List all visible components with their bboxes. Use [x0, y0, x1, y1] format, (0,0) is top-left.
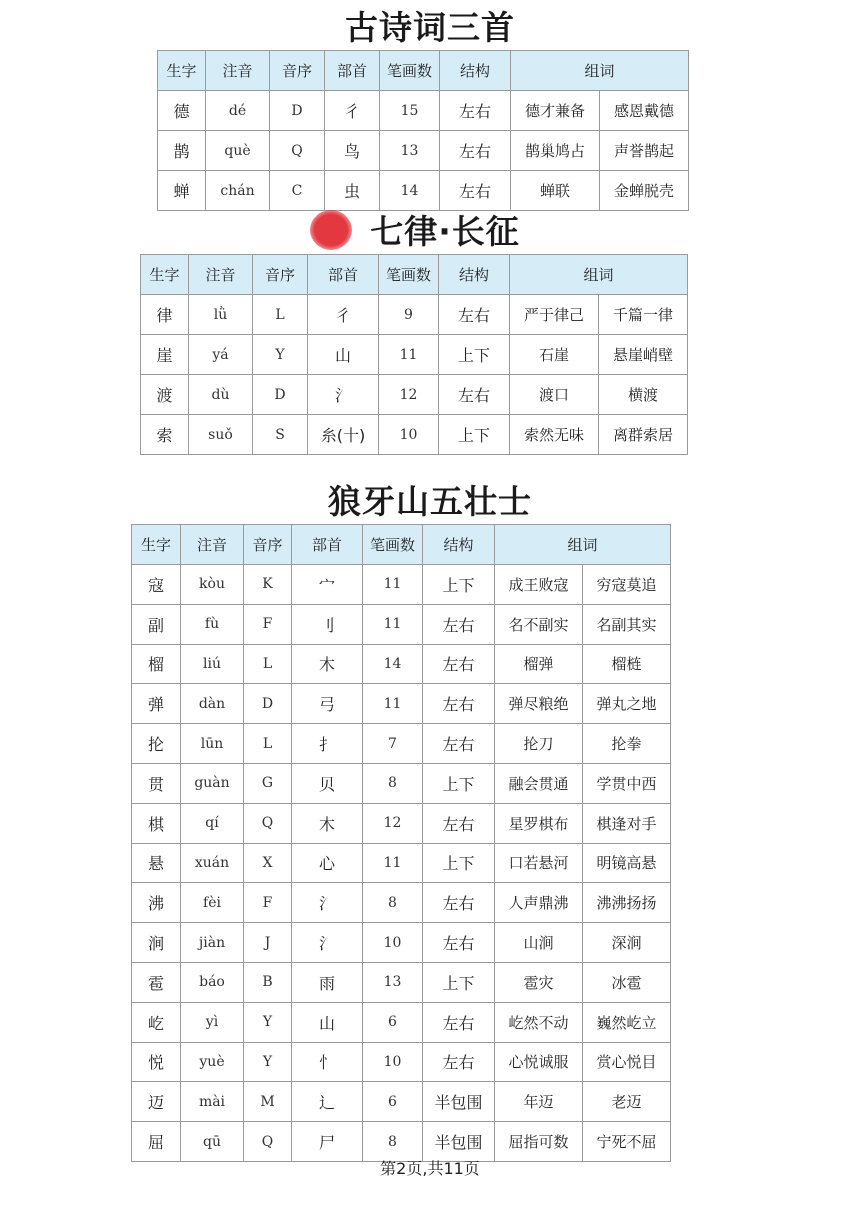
cell-character: 贯 — [132, 763, 181, 803]
cell-word-1: 年迈 — [495, 1082, 583, 1122]
cell-pinyin: jiàn — [181, 923, 244, 963]
cell-pinyin: dàn — [181, 684, 244, 724]
cell-stroke-count: 14 — [380, 171, 440, 211]
table-row — [158, 131, 689, 171]
cell-sound-order: F — [244, 604, 292, 644]
section-title-3: 狼牙山五壮士 — [328, 482, 532, 521]
cell-word-2: 巍然屹立 — [583, 1002, 671, 1042]
cell-word-1: 蝉联 — [511, 171, 600, 211]
cell-radical: 氵 — [292, 883, 363, 923]
cell-word-1: 渡口 — [510, 375, 599, 415]
cell-word-2: 深涧 — [583, 923, 671, 963]
cell-pinyin: yuè — [181, 1042, 244, 1082]
table-row — [132, 1002, 671, 1042]
cell-word-2: 名副其实 — [583, 604, 671, 644]
header-character: 生字 — [141, 255, 189, 295]
cell-radical: 弓 — [292, 684, 363, 724]
cell-stroke-count: 10 — [363, 1042, 423, 1082]
cell-character: 悬 — [132, 843, 181, 883]
header-word-groups: 组词 — [511, 51, 689, 91]
cell-radical: 忄 — [292, 1042, 363, 1082]
cell-stroke-count: 13 — [363, 962, 423, 1002]
cell-sound-order: D — [253, 375, 308, 415]
cell-pinyin: què — [206, 131, 270, 171]
cell-radical: 心 — [292, 843, 363, 883]
cell-sound-order: L — [244, 644, 292, 684]
table-row — [141, 415, 688, 455]
cell-pinyin: yì — [181, 1002, 244, 1042]
cell-word-2: 学贯中西 — [583, 763, 671, 803]
cell-structure: 上下 — [423, 763, 495, 803]
cell-character: 弹 — [132, 684, 181, 724]
table-row — [132, 883, 671, 923]
cell-stroke-count: 9 — [379, 295, 439, 335]
header-pinyin: 注音 — [189, 255, 253, 295]
cell-structure: 左右 — [440, 131, 511, 171]
section-title-1: 古诗词三首 — [345, 8, 515, 47]
header-character: 生字 — [158, 51, 206, 91]
cell-character: 索 — [141, 415, 189, 455]
cell-character: 雹 — [132, 962, 181, 1002]
header-word-groups: 组词 — [510, 255, 688, 295]
cell-word-1: 屈指可数 — [495, 1122, 583, 1162]
cell-radical: 虫 — [325, 171, 380, 211]
cell-word-1: 雹灾 — [495, 962, 583, 1002]
cell-word-2: 赏心悦目 — [583, 1042, 671, 1082]
cell-character: 榴 — [132, 644, 181, 684]
header-stroke-count: 笔画数 — [379, 255, 439, 295]
cell-character: 寇 — [132, 565, 181, 605]
section-title-2: 七律·长征 — [370, 212, 520, 251]
cell-structure: 左右 — [440, 171, 511, 211]
cell-word-2: 感恩戴德 — [600, 91, 689, 131]
cell-structure: 左右 — [423, 883, 495, 923]
cell-pinyin: xuán — [181, 843, 244, 883]
cell-stroke-count: 6 — [363, 1002, 423, 1042]
cell-word-1: 弹尽粮绝 — [495, 684, 583, 724]
cell-sound-order: Y — [253, 335, 308, 375]
cell-stroke-count: 11 — [363, 565, 423, 605]
cell-stroke-count: 7 — [363, 724, 423, 764]
cell-sound-order: D — [244, 684, 292, 724]
cell-word-1: 严于律己 — [510, 295, 599, 335]
header-sound-order: 音序 — [270, 51, 325, 91]
cell-word-2: 榴梿 — [583, 644, 671, 684]
cell-word-1: 山涧 — [495, 923, 583, 963]
cell-pinyin: kòu — [181, 565, 244, 605]
cell-structure: 左右 — [423, 923, 495, 963]
cell-character: 副 — [132, 604, 181, 644]
cell-pinyin: lūn — [181, 724, 244, 764]
table-row — [141, 335, 688, 375]
cell-sound-order: M — [244, 1082, 292, 1122]
cell-radical: 糸(十) — [308, 415, 379, 455]
cell-stroke-count: 8 — [363, 883, 423, 923]
header-radical: 部首 — [308, 255, 379, 295]
cell-character: 鹊 — [158, 131, 206, 171]
cell-stroke-count: 6 — [363, 1082, 423, 1122]
cell-word-1: 屹然不动 — [495, 1002, 583, 1042]
cell-structure: 上下 — [423, 962, 495, 1002]
cell-structure: 半包围 — [423, 1122, 495, 1162]
cell-sound-order: L — [244, 724, 292, 764]
cell-structure: 上下 — [423, 565, 495, 605]
cell-pinyin: suǒ — [189, 415, 253, 455]
table-row — [158, 91, 689, 131]
table-row — [132, 803, 671, 843]
cell-radical: 雨 — [292, 962, 363, 1002]
cell-radical: 鸟 — [325, 131, 380, 171]
cell-stroke-count: 11 — [379, 335, 439, 375]
cell-sound-order: S — [253, 415, 308, 455]
cell-word-2: 横渡 — [599, 375, 688, 415]
cell-radical: 氵 — [308, 375, 379, 415]
cell-stroke-count: 10 — [363, 923, 423, 963]
cell-word-2: 声誉鹊起 — [600, 131, 689, 171]
cell-sound-order: F — [244, 883, 292, 923]
cell-word-2: 老迈 — [583, 1082, 671, 1122]
cell-stroke-count: 13 — [380, 131, 440, 171]
cell-character: 律 — [141, 295, 189, 335]
cell-stroke-count: 10 — [379, 415, 439, 455]
cell-word-1: 鹊巢鸠占 — [511, 131, 600, 171]
cell-radical: 扌 — [292, 724, 363, 764]
cell-sound-order: Q — [244, 1122, 292, 1162]
table-row — [141, 295, 688, 335]
cell-character: 悦 — [132, 1042, 181, 1082]
cell-pinyin: liú — [181, 644, 244, 684]
header-pinyin: 注音 — [181, 525, 244, 565]
cell-sound-order: B — [244, 962, 292, 1002]
cell-word-2: 弹丸之地 — [583, 684, 671, 724]
cell-pinyin: qí — [181, 803, 244, 843]
cell-pinyin: fù — [181, 604, 244, 644]
cell-word-1: 成王败寇 — [495, 565, 583, 605]
character-table-1 — [157, 50, 689, 211]
cell-radical: 贝 — [292, 763, 363, 803]
header-character: 生字 — [132, 525, 181, 565]
cell-radical: 氵 — [292, 923, 363, 963]
cell-radical: 宀 — [292, 565, 363, 605]
header-pinyin: 注音 — [206, 51, 270, 91]
cell-stroke-count: 11 — [363, 684, 423, 724]
table-header-row — [132, 525, 671, 565]
cell-pinyin: dù — [189, 375, 253, 415]
table-row — [132, 1082, 671, 1122]
header-structure: 结构 — [440, 51, 511, 91]
cell-radical: 彳 — [325, 91, 380, 131]
cell-word-2: 悬崖峭壁 — [599, 335, 688, 375]
table-row — [132, 644, 671, 684]
cell-radical: 刂 — [292, 604, 363, 644]
cell-stroke-count: 11 — [363, 843, 423, 883]
table-header-row — [141, 255, 688, 295]
cell-radical: 彳 — [308, 295, 379, 335]
cell-pinyin: chán — [206, 171, 270, 211]
cell-stroke-count: 12 — [379, 375, 439, 415]
cell-structure: 左右 — [423, 604, 495, 644]
cell-stroke-count: 8 — [363, 1122, 423, 1162]
cell-character: 崖 — [141, 335, 189, 375]
cell-sound-order: X — [244, 843, 292, 883]
cell-pinyin: guàn — [181, 763, 244, 803]
cell-structure: 左右 — [423, 1042, 495, 1082]
cell-radical: 山 — [292, 1002, 363, 1042]
cell-word-1: 名不副实 — [495, 604, 583, 644]
cell-word-2: 宁死不屈 — [583, 1122, 671, 1162]
cell-word-2: 穷寇莫追 — [583, 565, 671, 605]
cell-sound-order: C — [270, 171, 325, 211]
cell-character: 抡 — [132, 724, 181, 764]
cell-radical: 辶 — [292, 1082, 363, 1122]
cell-radical: 尸 — [292, 1122, 363, 1162]
table-row — [132, 724, 671, 764]
table-row — [132, 565, 671, 605]
cell-structure: 左右 — [439, 295, 510, 335]
cell-character: 德 — [158, 91, 206, 131]
header-word-groups: 组词 — [495, 525, 671, 565]
cell-word-1: 索然无味 — [510, 415, 599, 455]
cell-structure: 上下 — [439, 335, 510, 375]
cell-word-1: 人声鼎沸 — [495, 883, 583, 923]
table-row — [132, 684, 671, 724]
cell-pinyin: fèi — [181, 883, 244, 923]
table-row — [132, 962, 671, 1002]
table-row — [141, 375, 688, 415]
cell-word-2: 千篇一律 — [599, 295, 688, 335]
cell-structure: 左右 — [439, 375, 510, 415]
cell-word-2: 冰雹 — [583, 962, 671, 1002]
cell-structure: 左右 — [423, 684, 495, 724]
cell-pinyin: mài — [181, 1082, 244, 1122]
cell-stroke-count: 8 — [363, 763, 423, 803]
page-footer: 第2页,共11页 — [380, 1159, 480, 1178]
cell-word-1: 德才兼备 — [511, 91, 600, 131]
header-sound-order: 音序 — [244, 525, 292, 565]
cell-character: 棋 — [132, 803, 181, 843]
cell-character: 涧 — [132, 923, 181, 963]
cell-stroke-count: 14 — [363, 644, 423, 684]
cell-character: 迈 — [132, 1082, 181, 1122]
header-radical: 部首 — [325, 51, 380, 91]
cell-pinyin: dé — [206, 91, 270, 131]
cell-sound-order: J — [244, 923, 292, 963]
cell-word-2: 离群索居 — [599, 415, 688, 455]
header-radical: 部首 — [292, 525, 363, 565]
character-table-3 — [131, 524, 671, 1162]
cell-radical: 木 — [292, 803, 363, 843]
table-row — [132, 1042, 671, 1082]
cell-word-1: 石崖 — [510, 335, 599, 375]
cell-structure: 左右 — [423, 803, 495, 843]
cell-sound-order: Y — [244, 1042, 292, 1082]
cell-structure: 上下 — [423, 843, 495, 883]
header-structure: 结构 — [439, 255, 510, 295]
header-sound-order: 音序 — [253, 255, 308, 295]
cell-structure: 半包围 — [423, 1082, 495, 1122]
cell-pinyin: lǜ — [189, 295, 253, 335]
cell-character: 屹 — [132, 1002, 181, 1042]
cell-character: 屈 — [132, 1122, 181, 1162]
cell-structure: 左右 — [423, 724, 495, 764]
cell-word-1: 心悦诚服 — [495, 1042, 583, 1082]
table-row — [132, 604, 671, 644]
cell-stroke-count: 15 — [380, 91, 440, 131]
character-table-2 — [140, 254, 688, 455]
cell-pinyin: yá — [189, 335, 253, 375]
cell-radical: 山 — [308, 335, 379, 375]
cell-sound-order: Q — [270, 131, 325, 171]
cell-structure: 左右 — [423, 644, 495, 684]
cell-sound-order: L — [253, 295, 308, 335]
cell-pinyin: báo — [181, 962, 244, 1002]
cell-sound-order: Q — [244, 803, 292, 843]
cell-word-2: 明镜高悬 — [583, 843, 671, 883]
header-stroke-count: 笔画数 — [363, 525, 423, 565]
cell-sound-order: Y — [244, 1002, 292, 1042]
cell-pinyin: qū — [181, 1122, 244, 1162]
header-structure: 结构 — [423, 525, 495, 565]
cell-word-2: 沸沸扬扬 — [583, 883, 671, 923]
cell-word-1: 抡刀 — [495, 724, 583, 764]
cell-structure: 左右 — [423, 1002, 495, 1042]
cell-character: 沸 — [132, 883, 181, 923]
header-stroke-count: 笔画数 — [380, 51, 440, 91]
cell-word-1: 融会贯通 — [495, 763, 583, 803]
cell-word-2: 金蝉脱壳 — [600, 171, 689, 211]
cell-character: 蝉 — [158, 171, 206, 211]
cell-sound-order: D — [270, 91, 325, 131]
table-header-row — [158, 51, 689, 91]
table-row — [158, 171, 689, 211]
cell-sound-order: G — [244, 763, 292, 803]
cell-radical: 木 — [292, 644, 363, 684]
cell-word-1: 榴弹 — [495, 644, 583, 684]
cell-character: 渡 — [141, 375, 189, 415]
cell-word-2: 棋逢对手 — [583, 803, 671, 843]
cell-stroke-count: 11 — [363, 604, 423, 644]
cell-word-2: 抡拳 — [583, 724, 671, 764]
table-row — [132, 923, 671, 963]
cell-word-1: 星罗棋布 — [495, 803, 583, 843]
cell-sound-order: K — [244, 565, 292, 605]
table-row — [132, 843, 671, 883]
table-row — [132, 763, 671, 803]
cell-word-1: 口若悬河 — [495, 843, 583, 883]
cell-structure: 左右 — [440, 91, 511, 131]
cell-structure: 上下 — [439, 415, 510, 455]
cell-stroke-count: 12 — [363, 803, 423, 843]
